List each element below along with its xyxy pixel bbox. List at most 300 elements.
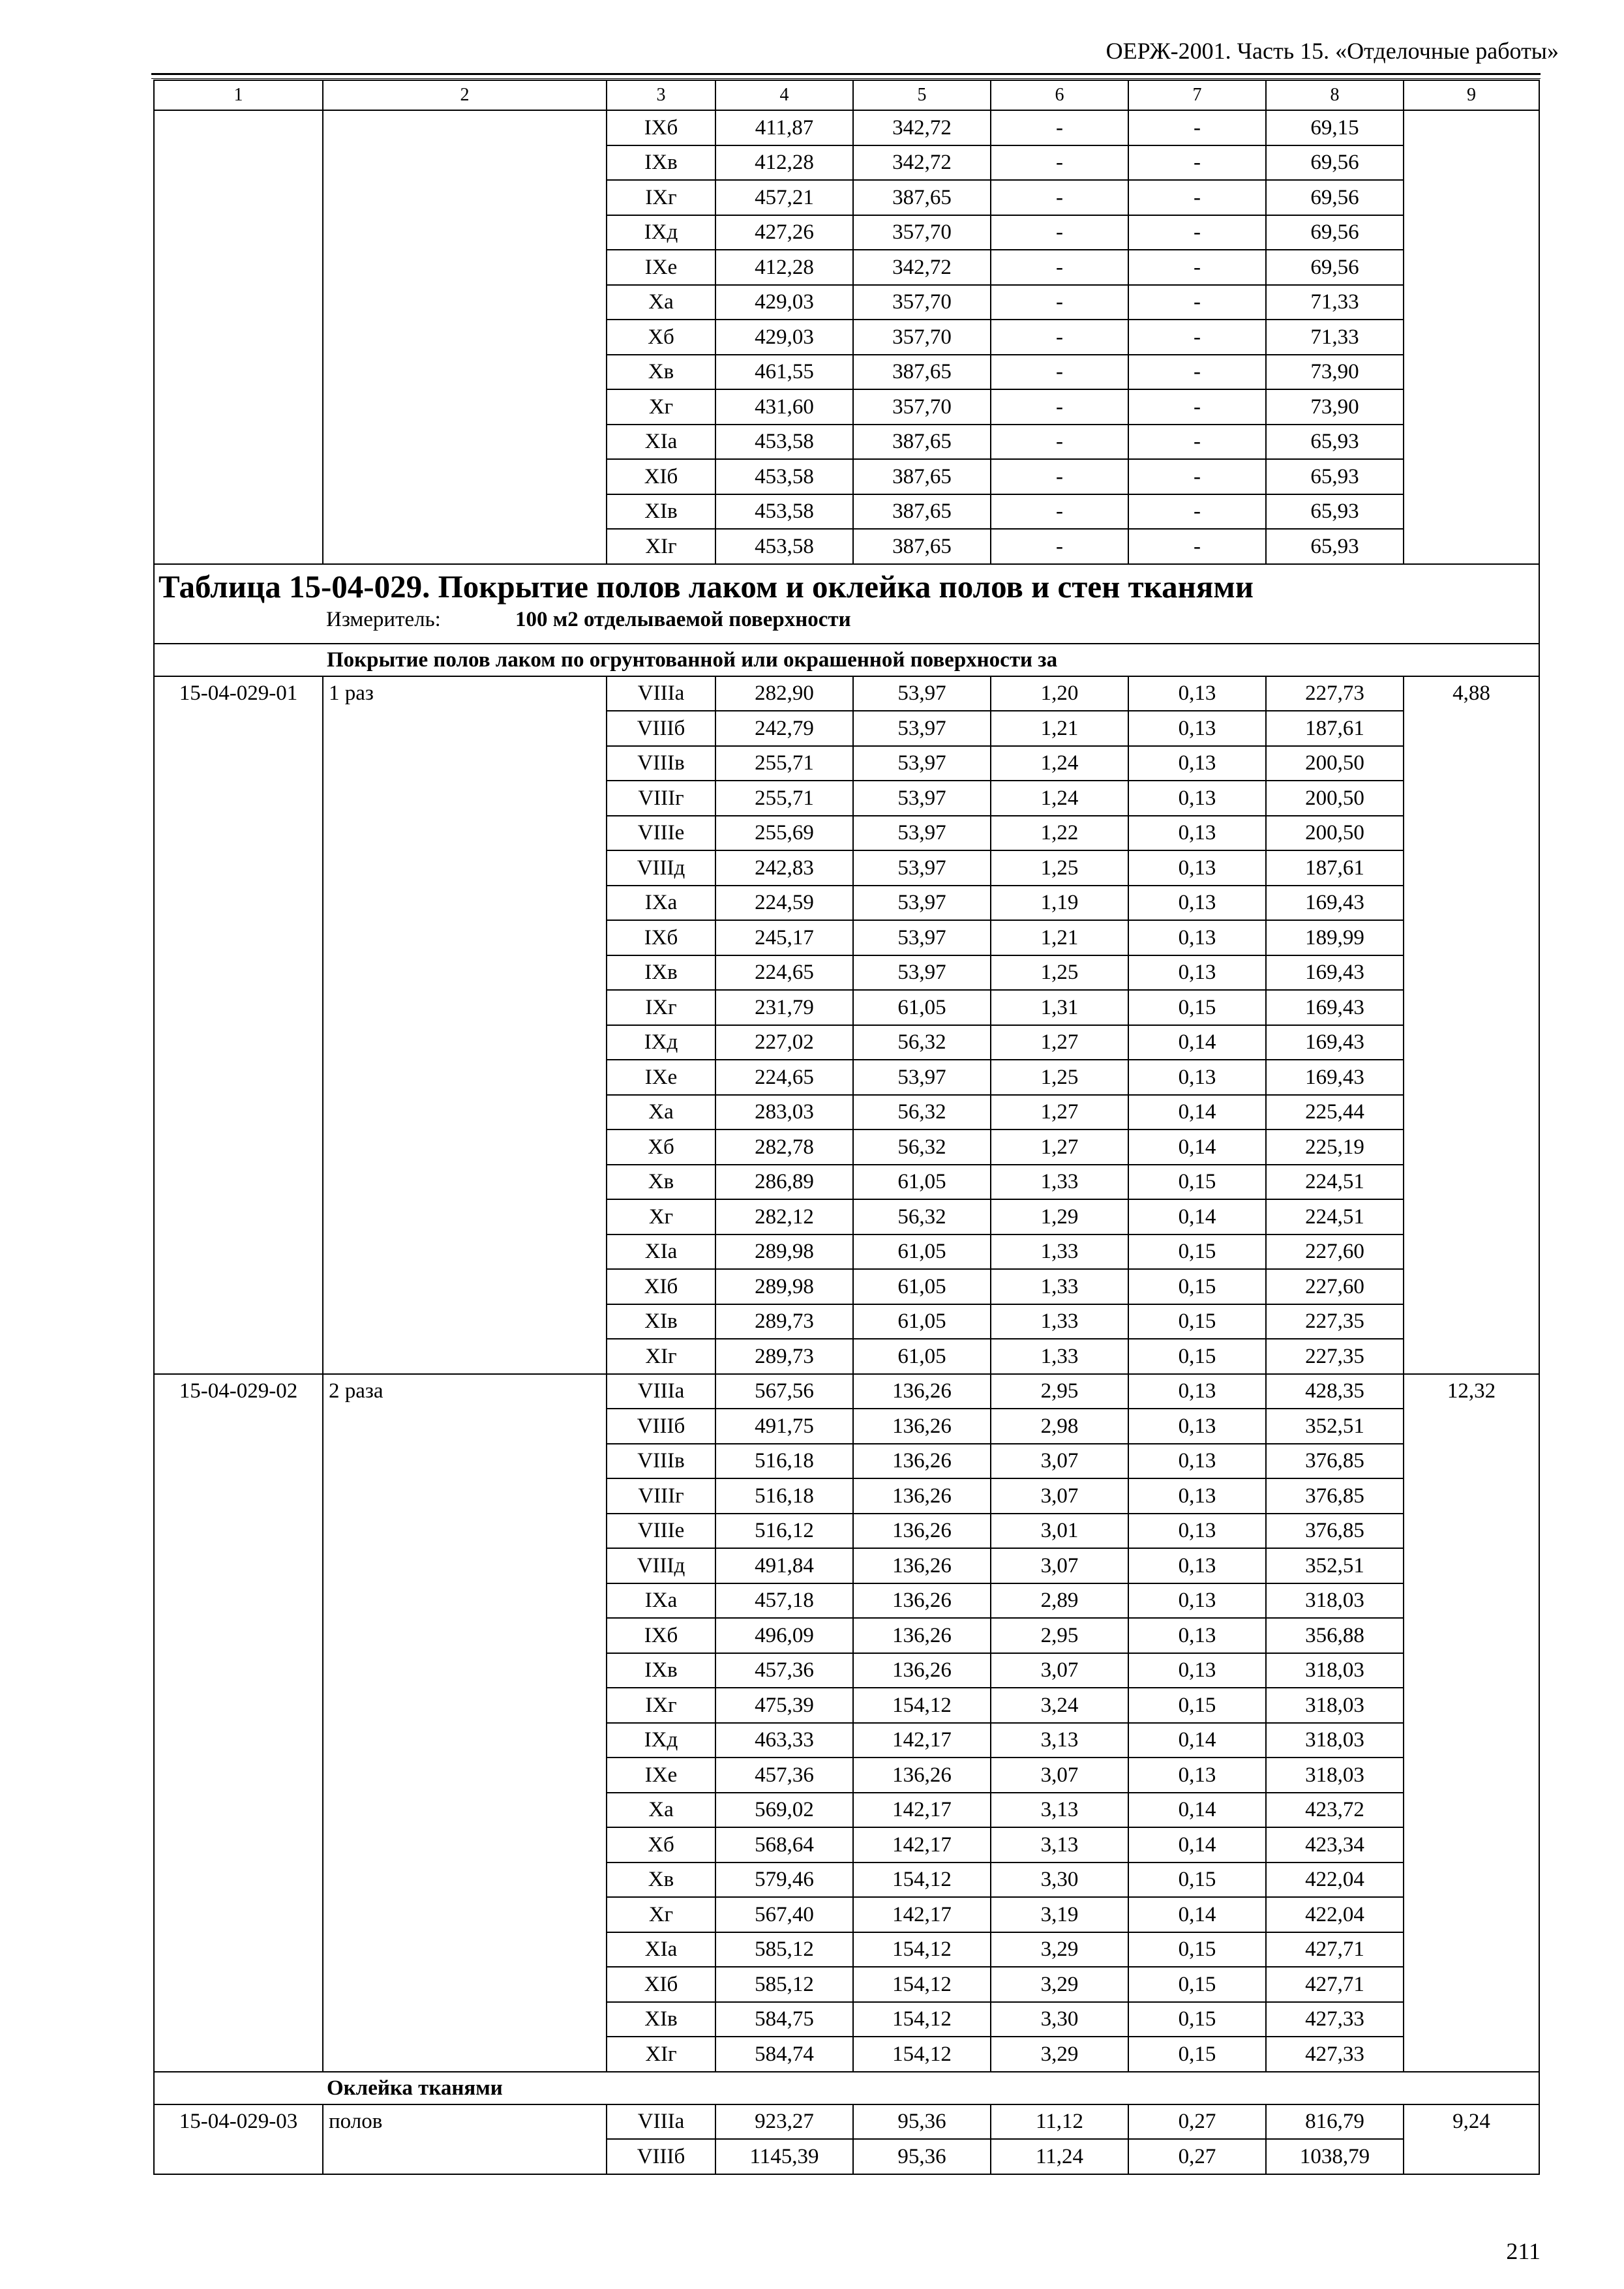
cell-resource-zone: VIIIа bbox=[607, 676, 715, 711]
cell-machinist-wages: 0,15 bbox=[1128, 1304, 1266, 1339]
cell-materials: 423,72 bbox=[1266, 1793, 1404, 1828]
cell-machine-cost: 11,12 bbox=[991, 2104, 1128, 2140]
cell-machine-cost: 3,30 bbox=[991, 1863, 1128, 1898]
cell-machine-cost: - bbox=[991, 494, 1128, 530]
cell-machine-cost: 3,07 bbox=[991, 1653, 1128, 1688]
cell-total-cost: 453,58 bbox=[715, 529, 853, 564]
cell-materials: 71,33 bbox=[1266, 320, 1404, 355]
cell-machinist-wages: 0,15 bbox=[1128, 1234, 1266, 1270]
column-number-row bbox=[154, 80, 1539, 110]
cell-machine-cost: 1,33 bbox=[991, 1339, 1128, 1374]
cell-resource-zone: IXа bbox=[607, 886, 715, 921]
cell-total-cost: 516,18 bbox=[715, 1478, 853, 1514]
cell-machinist-wages: 0,13 bbox=[1128, 1409, 1266, 1444]
cell-total-cost: 584,75 bbox=[715, 2002, 853, 2037]
cell-resource-zone: IXг bbox=[607, 1688, 715, 1723]
cell-machine-cost: 1,25 bbox=[991, 955, 1128, 991]
cell-total-cost: 411,87 bbox=[715, 110, 853, 145]
cell-total-cost: 242,83 bbox=[715, 850, 853, 886]
cell-wages: 342,72 bbox=[853, 145, 991, 181]
cell-machinist-wages: 0,13 bbox=[1128, 1514, 1266, 1549]
column-number: 7 bbox=[1128, 80, 1266, 110]
cell-resource-zone: Xа bbox=[607, 1095, 715, 1130]
cell-wages: 387,65 bbox=[853, 180, 991, 215]
cell-total-cost: 453,58 bbox=[715, 425, 853, 460]
section-title: Оклейка тканями bbox=[154, 2072, 1539, 2104]
cell-wages: 56,32 bbox=[853, 1025, 991, 1060]
cell-resource-zone: IXб bbox=[607, 1618, 715, 1653]
cell-wages: 136,26 bbox=[853, 1514, 991, 1549]
cell-machine-cost: 1,27 bbox=[991, 1095, 1128, 1130]
cell-materials: 1038,79 bbox=[1266, 2139, 1404, 2174]
cell-machinist-wages: 0,13 bbox=[1128, 920, 1266, 955]
column-number: 5 bbox=[853, 80, 991, 110]
cell-machine-cost: - bbox=[991, 250, 1128, 285]
cell-machine-cost: 3,29 bbox=[991, 1932, 1128, 1967]
cell-resource-zone: IXб bbox=[607, 920, 715, 955]
cell-machinist-wages: - bbox=[1128, 355, 1266, 390]
cell-wages: 154,12 bbox=[853, 1688, 991, 1723]
cell-machine-cost: 3,01 bbox=[991, 1514, 1128, 1549]
column-number: 3 bbox=[607, 80, 715, 110]
cell-machinist-wages: 0,15 bbox=[1128, 2037, 1266, 2072]
cell-total-cost: 457,36 bbox=[715, 1653, 853, 1688]
cell-resource-zone: VIIIб bbox=[607, 1409, 715, 1444]
cell-resource-zone: VIIIа bbox=[607, 1374, 715, 1409]
cell-machine-cost: - bbox=[991, 110, 1128, 145]
cell-resource-zone: Xб bbox=[607, 1130, 715, 1165]
cell-wages: 136,26 bbox=[853, 1444, 991, 1479]
cell-machinist-wages: 0,13 bbox=[1128, 1583, 1266, 1619]
cell-machinist-wages: 0,15 bbox=[1128, 1967, 1266, 2002]
column-number: 1 bbox=[154, 80, 323, 110]
cell-resource-zone: XIв bbox=[607, 1304, 715, 1339]
cell-total-cost: 255,71 bbox=[715, 746, 853, 781]
cell-machine-cost: 2,95 bbox=[991, 1618, 1128, 1653]
cell-wages: 61,05 bbox=[853, 1269, 991, 1304]
cell-materials: 227,73 bbox=[1266, 676, 1404, 711]
cell-machine-cost: - bbox=[991, 355, 1128, 390]
cell-materials: 318,03 bbox=[1266, 1653, 1404, 1688]
cell-wages: 53,97 bbox=[853, 746, 991, 781]
cell-machinist-wages: 0,13 bbox=[1128, 1548, 1266, 1583]
cell-total-cost: 496,09 bbox=[715, 1618, 853, 1653]
cell-materials: 189,99 bbox=[1266, 920, 1404, 955]
cell-machinist-wages: - bbox=[1128, 494, 1266, 530]
cell-total-cost: 224,65 bbox=[715, 1060, 853, 1095]
cell-machinist-wages: 0,14 bbox=[1128, 1897, 1266, 1932]
cell-machinist-wages: 0,13 bbox=[1128, 1653, 1266, 1688]
cell-machinist-wages: - bbox=[1128, 425, 1266, 460]
cell-wages: 387,65 bbox=[853, 355, 991, 390]
section-title: Покрытие полов лаком по огрунтованной или окрашенной поверхности за bbox=[154, 644, 1539, 676]
cell-materials: 318,03 bbox=[1266, 1758, 1404, 1793]
cell-machine-cost: 3,29 bbox=[991, 1967, 1128, 2002]
cell-total-cost: 286,89 bbox=[715, 1165, 853, 1200]
cell-machinist-wages: 0,14 bbox=[1128, 1827, 1266, 1863]
table-heading bbox=[154, 564, 1539, 644]
cell-machine-cost: 3,07 bbox=[991, 1548, 1128, 1583]
cell-wages: 61,05 bbox=[853, 1339, 991, 1374]
cell-resource-zone: XIа bbox=[607, 425, 715, 460]
cell-wages: 342,72 bbox=[853, 250, 991, 285]
cell-materials: 187,61 bbox=[1266, 711, 1404, 746]
cell-machine-cost: - bbox=[991, 529, 1128, 564]
cell-total-cost: 242,79 bbox=[715, 711, 853, 746]
cell-total-cost: 282,12 bbox=[715, 1199, 853, 1234]
cell-machine-cost: 2,89 bbox=[991, 1583, 1128, 1619]
cell-resource-zone: IXд bbox=[607, 1723, 715, 1758]
cell-wages: 342,72 bbox=[853, 110, 991, 145]
cell-resource-zone: VIIIб bbox=[607, 2139, 715, 2174]
cell-machine-cost: 1,20 bbox=[991, 676, 1128, 711]
cell-total-cost: 412,28 bbox=[715, 145, 853, 181]
table-row bbox=[154, 676, 1539, 711]
cell-machinist-wages: 0,13 bbox=[1128, 746, 1266, 781]
cell-wages: 56,32 bbox=[853, 1095, 991, 1130]
cell-machinist-wages: 0,13 bbox=[1128, 781, 1266, 816]
cell-materials: 69,56 bbox=[1266, 215, 1404, 250]
cell-total-cost: 429,03 bbox=[715, 320, 853, 355]
cell-machinist-wages: 0,15 bbox=[1128, 1165, 1266, 1200]
cell-materials: 65,93 bbox=[1266, 494, 1404, 530]
cell-wages: 95,36 bbox=[853, 2104, 991, 2140]
meter-line bbox=[155, 605, 1539, 634]
header-rule-thin bbox=[151, 78, 1541, 79]
cell-resource-zone: VIIIв bbox=[607, 1444, 715, 1479]
cell-resource-zone: VIIIд bbox=[607, 1548, 715, 1583]
cell-total-cost: 453,58 bbox=[715, 494, 853, 530]
cell-machine-cost: - bbox=[991, 145, 1128, 181]
cell-total-cost: 283,03 bbox=[715, 1095, 853, 1130]
cell-wages: 136,26 bbox=[853, 1618, 991, 1653]
cell-total-cost: 282,90 bbox=[715, 676, 853, 711]
cell-materials: 69,56 bbox=[1266, 250, 1404, 285]
cell-total-cost: 491,75 bbox=[715, 1409, 853, 1444]
cell-resource-zone: Xв bbox=[607, 355, 715, 390]
column-number: 8 bbox=[1266, 80, 1404, 110]
cell-materials: 227,60 bbox=[1266, 1234, 1404, 1270]
cell-wages: 357,70 bbox=[853, 320, 991, 355]
cell-machine-cost: - bbox=[991, 320, 1128, 355]
cell-wages: 53,97 bbox=[853, 920, 991, 955]
cell-machinist-wages: 0,13 bbox=[1128, 711, 1266, 746]
cell-machine-cost: 1,33 bbox=[991, 1234, 1128, 1270]
cell-machine-cost: - bbox=[991, 389, 1128, 425]
cell-wages: 154,12 bbox=[853, 1932, 991, 1967]
cell-machinist-wages: 0,13 bbox=[1128, 850, 1266, 886]
cell-machinist-wages: 0,14 bbox=[1128, 1793, 1266, 1828]
cell-machinist-wages: 0,15 bbox=[1128, 1932, 1266, 1967]
cell-resource-zone: Xг bbox=[607, 1897, 715, 1932]
cell-machinist-wages: 0,27 bbox=[1128, 2139, 1266, 2174]
cell-machine-cost: 1,19 bbox=[991, 886, 1128, 921]
cell-wages: 56,32 bbox=[853, 1130, 991, 1165]
header-rule-thick bbox=[151, 73, 1541, 75]
cell-materials: 65,93 bbox=[1266, 529, 1404, 564]
cell-machine-cost: 3,29 bbox=[991, 2037, 1128, 2072]
cell-machinist-wages: - bbox=[1128, 145, 1266, 181]
cell-materials: 318,03 bbox=[1266, 1583, 1404, 1619]
cell-materials: 356,88 bbox=[1266, 1618, 1404, 1653]
cell-resource-zone: IXд bbox=[607, 215, 715, 250]
cell-resource-zone: VIIIв bbox=[607, 746, 715, 781]
cell-resource-zone: IXв bbox=[607, 145, 715, 181]
cell-materials: 187,61 bbox=[1266, 850, 1404, 886]
cell-resource-zone: VIIIг bbox=[607, 781, 715, 816]
cell-total-cost: 431,60 bbox=[715, 389, 853, 425]
table-title: Таблица 15-04-029. Покрытие полов лаком и оклейка полов и стен тканями bbox=[158, 568, 1254, 605]
cell-total-cost: 516,12 bbox=[715, 1514, 853, 1549]
cell-resource-zone: Xа bbox=[607, 285, 715, 320]
cell-resource-zone: IXд bbox=[607, 1025, 715, 1060]
cell-materials: 69,15 bbox=[1266, 110, 1404, 145]
cell-resource-zone: IXе bbox=[607, 1060, 715, 1095]
cell-materials: 73,90 bbox=[1266, 355, 1404, 390]
cell-code: 15-04-029-03 bbox=[154, 2104, 323, 2174]
cell-total-cost: 282,78 bbox=[715, 1130, 853, 1165]
cell-machinist-wages: 0,13 bbox=[1128, 1478, 1266, 1514]
cell-resource-zone: XIб bbox=[607, 1269, 715, 1304]
cell-machinist-wages: - bbox=[1128, 320, 1266, 355]
cell-materials: 225,44 bbox=[1266, 1095, 1404, 1130]
cell-machine-cost: - bbox=[991, 285, 1128, 320]
cell-materials: 423,34 bbox=[1266, 1827, 1404, 1863]
cell-materials: 200,50 bbox=[1266, 746, 1404, 781]
cell-resource-zone: XIг bbox=[607, 2037, 715, 2072]
cell-resource-zone: VIIIг bbox=[607, 1478, 715, 1514]
cell-machine-cost: 1,24 bbox=[991, 746, 1128, 781]
meter-label: Измеритель: bbox=[326, 607, 441, 631]
cell-total-cost: 923,27 bbox=[715, 2104, 853, 2140]
cell-machine-cost: 1,29 bbox=[991, 1199, 1128, 1234]
cell-total-cost: 224,59 bbox=[715, 886, 853, 921]
cell-machinist-wages: 0,13 bbox=[1128, 1444, 1266, 1479]
cell-resource-zone: XIг bbox=[607, 1339, 715, 1374]
cell-machinist-wages: 0,13 bbox=[1128, 955, 1266, 991]
cell-wages: 154,12 bbox=[853, 2002, 991, 2037]
cell-resource-zone: XIв bbox=[607, 2002, 715, 2037]
cell-resource-zone: Xб bbox=[607, 320, 715, 355]
meter-value: 100 м2 отделываемой поверхности bbox=[515, 607, 851, 631]
table-row bbox=[154, 1374, 1539, 1409]
cell-materials: 73,90 bbox=[1266, 389, 1404, 425]
cell-machinist-wages: 0,15 bbox=[1128, 1269, 1266, 1304]
cell-machinist-wages: 0,14 bbox=[1128, 1025, 1266, 1060]
cell-wages: 53,97 bbox=[853, 816, 991, 851]
cell-machine-cost: 3,07 bbox=[991, 1444, 1128, 1479]
cell-machine-cost: 3,13 bbox=[991, 1723, 1128, 1758]
cell-materials: 427,33 bbox=[1266, 2037, 1404, 2072]
cell-materials: 428,35 bbox=[1266, 1374, 1404, 1409]
cell-col9: 4,88 bbox=[1404, 676, 1539, 1374]
cell-machinist-wages: 0,14 bbox=[1128, 1199, 1266, 1234]
column-number: 6 bbox=[991, 80, 1128, 110]
cell-resource-zone: XIа bbox=[607, 1932, 715, 1967]
cell-total-cost: 289,98 bbox=[715, 1234, 853, 1270]
cell-wages: 142,17 bbox=[853, 1723, 991, 1758]
column-number: 9 bbox=[1404, 80, 1539, 110]
cell-resource-zone: VIIIа bbox=[607, 2104, 715, 2140]
cell-wages: 136,26 bbox=[853, 1409, 991, 1444]
cell-wages: 53,97 bbox=[853, 781, 991, 816]
cell-machine-cost: 1,33 bbox=[991, 1304, 1128, 1339]
cell-total-cost: 585,12 bbox=[715, 1967, 853, 2002]
cell-wages: 53,97 bbox=[853, 1060, 991, 1095]
cell-code bbox=[154, 110, 323, 564]
cell-wages: 53,97 bbox=[853, 711, 991, 746]
cell-total-cost: 255,69 bbox=[715, 816, 853, 851]
cell-materials: 200,50 bbox=[1266, 781, 1404, 816]
table-row bbox=[154, 110, 1539, 145]
cell-machinist-wages: - bbox=[1128, 250, 1266, 285]
cell-machinist-wages: 0,15 bbox=[1128, 1339, 1266, 1374]
cell-total-cost: 429,03 bbox=[715, 285, 853, 320]
cell-total-cost: 231,79 bbox=[715, 990, 853, 1025]
cell-machine-cost: - bbox=[991, 425, 1128, 460]
cell-wages: 61,05 bbox=[853, 1304, 991, 1339]
table-heading-row bbox=[154, 564, 1539, 644]
cell-wages: 53,97 bbox=[853, 676, 991, 711]
cell-machinist-wages: - bbox=[1128, 529, 1266, 564]
cell-total-cost: 567,56 bbox=[715, 1374, 853, 1409]
cell-total-cost: 463,33 bbox=[715, 1723, 853, 1758]
cell-name: полов bbox=[323, 2104, 607, 2174]
cell-materials: 376,85 bbox=[1266, 1444, 1404, 1479]
cell-wages: 136,26 bbox=[853, 1374, 991, 1409]
price-table bbox=[153, 80, 1540, 2175]
cell-materials: 169,43 bbox=[1266, 990, 1404, 1025]
table-row bbox=[154, 2104, 1539, 2140]
cell-resource-zone: XIа bbox=[607, 1234, 715, 1270]
cell-total-cost: 227,02 bbox=[715, 1025, 853, 1060]
cell-resource-zone: Xв bbox=[607, 1165, 715, 1200]
cell-machinist-wages: - bbox=[1128, 215, 1266, 250]
cell-materials: 225,19 bbox=[1266, 1130, 1404, 1165]
cell-materials: 169,43 bbox=[1266, 1025, 1404, 1060]
cell-wages: 387,65 bbox=[853, 529, 991, 564]
cell-col9: 12,32 bbox=[1404, 1374, 1539, 2072]
cell-machine-cost: - bbox=[991, 180, 1128, 215]
cell-code: 15-04-029-01 bbox=[154, 676, 323, 1374]
cell-name bbox=[323, 110, 607, 564]
cell-machinist-wages: 0,13 bbox=[1128, 1758, 1266, 1793]
cell-resource-zone: XIг bbox=[607, 529, 715, 564]
cell-materials: 169,43 bbox=[1266, 955, 1404, 991]
cell-resource-zone: IXа bbox=[607, 1583, 715, 1619]
cell-wages: 154,12 bbox=[853, 2037, 991, 2072]
cell-wages: 61,05 bbox=[853, 1165, 991, 1200]
cell-total-cost: 579,46 bbox=[715, 1863, 853, 1898]
cell-wages: 142,17 bbox=[853, 1827, 991, 1863]
cell-resource-zone: Xб bbox=[607, 1827, 715, 1863]
cell-machinist-wages: - bbox=[1128, 459, 1266, 494]
column-number: 4 bbox=[715, 80, 853, 110]
cell-materials: 169,43 bbox=[1266, 886, 1404, 921]
cell-wages: 61,05 bbox=[853, 990, 991, 1025]
cell-machinist-wages: 0,14 bbox=[1128, 1130, 1266, 1165]
cell-resource-zone: XIв bbox=[607, 494, 715, 530]
cell-machinist-wages: 0,13 bbox=[1128, 676, 1266, 711]
cell-total-cost: 475,39 bbox=[715, 1688, 853, 1723]
cell-resource-zone: Xг bbox=[607, 389, 715, 425]
cell-machinist-wages: - bbox=[1128, 389, 1266, 425]
cell-resource-zone: VIIIе bbox=[607, 816, 715, 851]
cell-machine-cost: 3,13 bbox=[991, 1793, 1128, 1828]
cell-wages: 387,65 bbox=[853, 459, 991, 494]
cell-resource-zone: Xг bbox=[607, 1199, 715, 1234]
cell-wages: 357,70 bbox=[853, 285, 991, 320]
cell-wages: 357,70 bbox=[853, 389, 991, 425]
cell-resource-zone: IXг bbox=[607, 990, 715, 1025]
cell-machine-cost: 2,95 bbox=[991, 1374, 1128, 1409]
cell-machine-cost: 1,25 bbox=[991, 850, 1128, 886]
cell-materials: 227,35 bbox=[1266, 1304, 1404, 1339]
cell-total-cost: 289,73 bbox=[715, 1304, 853, 1339]
cell-materials: 224,51 bbox=[1266, 1199, 1404, 1234]
cell-materials: 427,33 bbox=[1266, 2002, 1404, 2037]
cell-resource-zone: VIIIе bbox=[607, 1514, 715, 1549]
cell-col9: 9,24 bbox=[1404, 2104, 1539, 2174]
cell-machine-cost: 1,21 bbox=[991, 711, 1128, 746]
cell-machinist-wages: 0,13 bbox=[1128, 1374, 1266, 1409]
cell-total-cost: 461,55 bbox=[715, 355, 853, 390]
cell-materials: 318,03 bbox=[1266, 1688, 1404, 1723]
cell-code: 15-04-029-02 bbox=[154, 1374, 323, 2072]
cell-resource-zone: Xв bbox=[607, 1863, 715, 1898]
cell-materials: 422,04 bbox=[1266, 1897, 1404, 1932]
cell-machine-cost: 2,98 bbox=[991, 1409, 1128, 1444]
cell-materials: 65,93 bbox=[1266, 459, 1404, 494]
cell-materials: 200,50 bbox=[1266, 816, 1404, 851]
cell-materials: 376,85 bbox=[1266, 1478, 1404, 1514]
cell-resource-zone: Xа bbox=[607, 1793, 715, 1828]
cell-machine-cost: - bbox=[991, 215, 1128, 250]
cell-machine-cost: 1,22 bbox=[991, 816, 1128, 851]
cell-total-cost: 491,84 bbox=[715, 1548, 853, 1583]
cell-machine-cost: 3,24 bbox=[991, 1688, 1128, 1723]
cell-machinist-wages: 0,15 bbox=[1128, 990, 1266, 1025]
cell-machine-cost: 3,07 bbox=[991, 1758, 1128, 1793]
cell-materials: 427,71 bbox=[1266, 1932, 1404, 1967]
cell-resource-zone: VIIIд bbox=[607, 850, 715, 886]
cell-machinist-wages: 0,14 bbox=[1128, 1095, 1266, 1130]
running-header: ОЕРЖ-2001. Часть 15. «Отделочные работы» bbox=[1105, 38, 1559, 64]
cell-machinist-wages: 0,13 bbox=[1128, 1060, 1266, 1095]
cell-materials: 224,51 bbox=[1266, 1165, 1404, 1200]
cell-machine-cost: 3,19 bbox=[991, 1897, 1128, 1932]
cell-materials: 69,56 bbox=[1266, 180, 1404, 215]
cell-materials: 227,60 bbox=[1266, 1269, 1404, 1304]
cell-total-cost: 453,58 bbox=[715, 459, 853, 494]
cell-total-cost: 245,17 bbox=[715, 920, 853, 955]
cell-total-cost: 584,74 bbox=[715, 2037, 853, 2072]
cell-resource-zone: IXв bbox=[607, 1653, 715, 1688]
cell-total-cost: 457,21 bbox=[715, 180, 853, 215]
cell-wages: 154,12 bbox=[853, 1863, 991, 1898]
cell-machine-cost: 11,24 bbox=[991, 2139, 1128, 2174]
cell-materials: 376,85 bbox=[1266, 1514, 1404, 1549]
cell-materials: 427,71 bbox=[1266, 1967, 1404, 2002]
cell-machinist-wages: - bbox=[1128, 110, 1266, 145]
cell-machine-cost: 3,13 bbox=[991, 1827, 1128, 1863]
section-row bbox=[154, 2072, 1539, 2104]
cell-total-cost: 567,40 bbox=[715, 1897, 853, 1932]
cell-materials: 352,51 bbox=[1266, 1548, 1404, 1583]
cell-col9 bbox=[1404, 110, 1539, 564]
cell-total-cost: 289,73 bbox=[715, 1339, 853, 1374]
cell-wages: 61,05 bbox=[853, 1234, 991, 1270]
